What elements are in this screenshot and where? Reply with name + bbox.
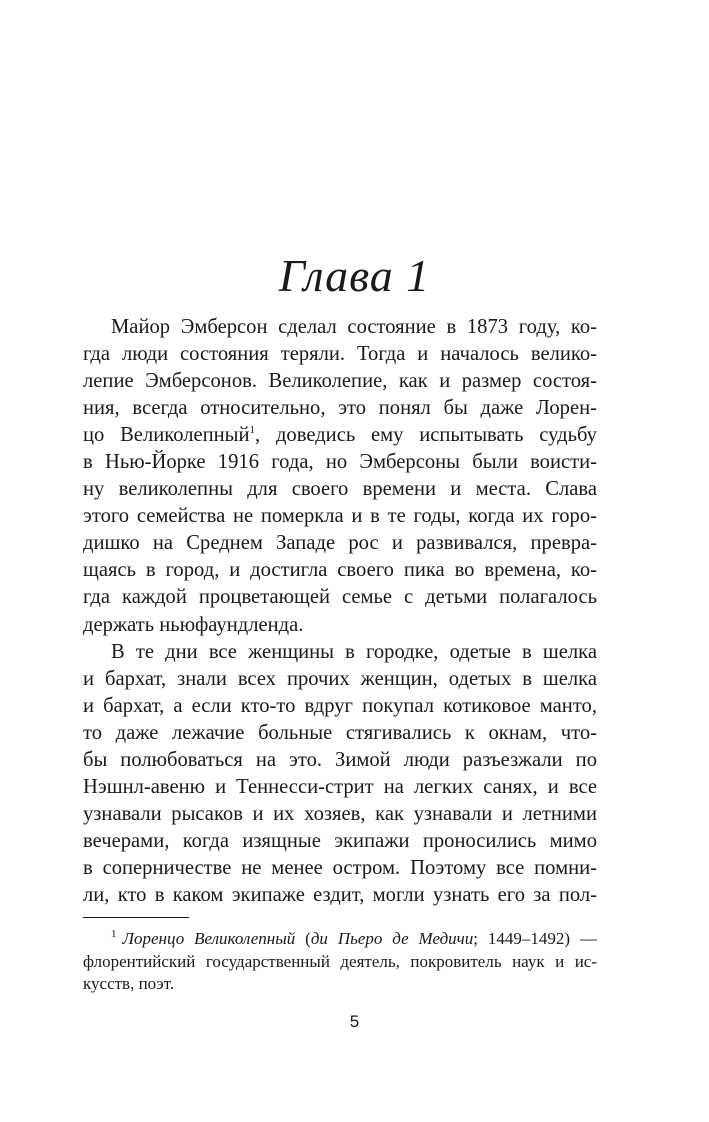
text-line: гда каждой процветающей семье с детьми полагалось xyxy=(83,586,597,609)
text-line: бы полюбоваться на это. Зимой люди разъезжали по xyxy=(83,748,597,771)
footnote-divider xyxy=(83,917,189,918)
text-line: узнавали рысаков и их хозяев, как узнавали и летними xyxy=(83,802,597,825)
text-line: в соперничестве не менее остром. Поэтому все помни- xyxy=(83,856,597,879)
footnote-reference[interactable]: 1 xyxy=(249,424,256,437)
body-text xyxy=(83,314,597,909)
text-line: держать ньюфаундленда. xyxy=(83,613,304,636)
chapter-title: Глава 1 xyxy=(278,250,431,301)
text-line: и бархат, знали всех прочих женщин, одетых в шелка xyxy=(83,667,597,690)
text-fragment: ( xyxy=(295,929,311,948)
text-line: щаясь в город, и достигла своего пика во времена, ко- xyxy=(83,559,597,582)
text-line: то даже лежачие больные стягивались к окнам, что- xyxy=(83,721,597,744)
text-fragment: цо Великолепный xyxy=(83,424,250,447)
page-number: 5 xyxy=(349,1012,360,1031)
paragraph-2 xyxy=(83,639,597,909)
footnote-alias: ди Пьеро де Медичи xyxy=(310,929,474,948)
footnote-mark: 1 xyxy=(111,928,117,941)
text-line: Нэшнл-авеню и Теннесси-стрит на легких санях, и все xyxy=(83,775,597,798)
text-line: этого семейства не померкла и в те годы, когда их горо- xyxy=(83,505,597,528)
footnote-line xyxy=(83,928,597,951)
text-line: ли, кто в каком экипаже ездит, могли узнать его за пол- xyxy=(83,883,597,906)
footnote-line: кусств, поэт. xyxy=(83,974,175,993)
text-line: ния, всегда относительно, это понял бы даже Лорен- xyxy=(83,397,597,420)
text-fragment: ; 1449–1492) — xyxy=(473,929,597,948)
text-line: Майор Эмберсон сделал состояние в 1873 году, ко- xyxy=(111,316,597,338)
paragraph-1 xyxy=(83,314,597,639)
text-line: дишко на Среднем Западе рос и развивался, превра- xyxy=(83,532,597,555)
text-line: В те дни все женщины в городке, одетые в шелка xyxy=(111,640,597,663)
text-line: ну великолепны для своего времени и места. Слава xyxy=(83,478,597,501)
text-fragment: , доведись ему испытывать судьбу xyxy=(255,424,597,447)
text-line: гда люди состояния теряли. Тогда и началось велико- xyxy=(83,343,597,366)
text-line: в Нью-Йорке 1916 года, но Эмберсоны были воисти- xyxy=(83,451,597,474)
footnote xyxy=(83,928,597,996)
text-line: лепие Эмберсонов. Великолепие, как и размер состоя- xyxy=(83,370,597,393)
text-line: вечерами, когда изящные экипажи проносились мимо xyxy=(83,829,597,852)
footnote-name: Лоренцо Великолепный xyxy=(122,929,296,948)
footnote-line: флорентийский государственный деятель, покровитель наук и ис- xyxy=(83,951,597,971)
text-line: и бархат, а если кто-то вдруг покупал котиковое манто, xyxy=(83,694,597,717)
text-line-with-footnote-ref xyxy=(83,422,597,449)
